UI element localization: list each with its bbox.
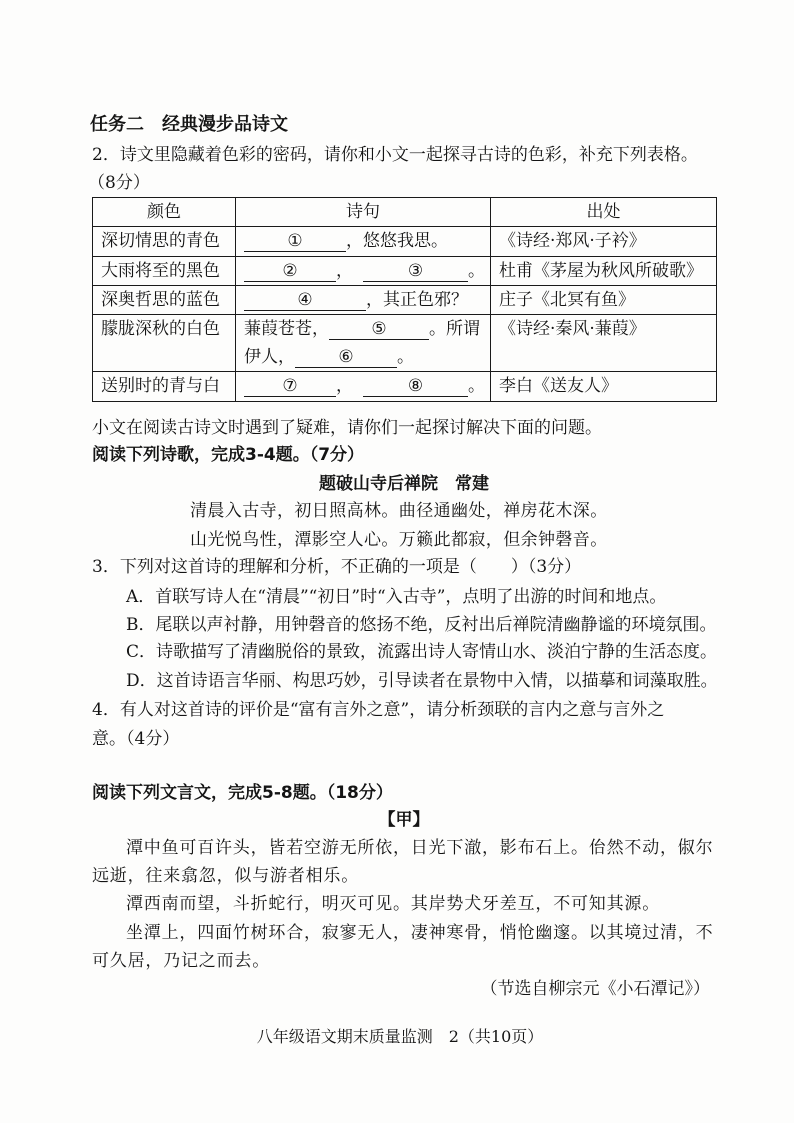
section-title: 任务二 经典漫步品诗文 bbox=[90, 114, 288, 135]
verse-cell bbox=[236, 286, 491, 315]
header-source: 出处 bbox=[491, 198, 717, 227]
color-cell: 深奥哲思的蓝色 bbox=[93, 286, 236, 315]
color-cell: 朦胧深秋的白色 bbox=[93, 315, 236, 372]
passage-line: 潭中鱼可百许头，皆若空游无所依，日光下澈，影布石上。佁然不动，俶尔 bbox=[126, 838, 714, 858]
header-verse: 诗句 bbox=[236, 198, 491, 227]
verse-text: 。 bbox=[468, 376, 485, 396]
fill-blank: ① bbox=[244, 231, 346, 252]
fill-blank: ⑦ bbox=[244, 376, 336, 397]
poem-title: 题破山寺后禅院 bbox=[319, 474, 438, 494]
color-cell: 送别时的青与白 bbox=[93, 372, 236, 402]
verse-line bbox=[244, 315, 487, 343]
table-row bbox=[93, 315, 717, 372]
table-row bbox=[93, 286, 717, 315]
passage-citation: （节选自柳宗元《小石潭记》） bbox=[480, 979, 710, 999]
poem-title-line bbox=[92, 475, 716, 493]
poem-author: 常建 bbox=[455, 474, 489, 494]
q3-stem: 3．下列对这首诗的理解和分析，不正确的一项是（ ）（3分） bbox=[92, 557, 582, 577]
q3-option-b: B．尾联以声衬静，用钟磬音的悠扬不绝，反衬出后禅院清幽静谧的环境氛围。 bbox=[126, 615, 717, 635]
poem-color-table bbox=[92, 197, 717, 402]
passage-line: 远逝，往来翕忽，似与游者相乐。 bbox=[92, 866, 359, 886]
passage-line: 潭西南而望，斗折蛇行，明灭可见。其岸势犬牙差互，不可知其源。 bbox=[126, 894, 660, 914]
footer-title: 八年级语文期末质量监测 bbox=[256, 1027, 433, 1046]
page-footer bbox=[0, 1028, 794, 1046]
q2-score: （8分） bbox=[88, 173, 150, 193]
verse-text: 伊人， bbox=[244, 347, 295, 367]
table-header-row bbox=[93, 198, 717, 227]
verse-cell bbox=[236, 372, 491, 402]
verse-cell bbox=[236, 257, 491, 286]
verse-text: 。 bbox=[397, 347, 414, 367]
poem-line: 清晨入古寺，初日照高林。曲径通幽处，禅房花木深。 bbox=[190, 501, 608, 521]
color-cell: 大雨将至的黑色 bbox=[93, 257, 236, 286]
table-row bbox=[93, 227, 717, 257]
header-color: 颜色 bbox=[93, 198, 236, 227]
verse-text: ，其正色邪？ bbox=[366, 290, 468, 310]
poem-line: 山光悦鸟性，潭影空人心。万籁此都寂，但余钟磬音。 bbox=[190, 530, 608, 550]
fill-blank: ⑤ bbox=[329, 319, 429, 340]
q3-option-d: D．这首诗语言华丽、构思巧妙，引导读者在景物中入情，以描摹和词藻取胜。 bbox=[126, 671, 718, 691]
fill-blank: ④ bbox=[244, 290, 366, 311]
fill-blank: ② bbox=[244, 261, 336, 282]
source-cell: 《诗经·郑风·子衿》 bbox=[491, 227, 717, 257]
verse-text: ， bbox=[336, 376, 353, 396]
q4-stem-line: 4．有人对这首诗的评价是“富有言外之意”，请分析颈联的言内之意与言外之 bbox=[92, 700, 665, 720]
verse-text: 蒹葭苍苍， bbox=[244, 319, 329, 339]
page-number: 2（共10页） bbox=[448, 1027, 544, 1046]
source-cell: 庄子《北冥有鱼》 bbox=[491, 286, 717, 315]
intro-text: 小文在阅读古诗文时遇到了疑难，请你们一起探讨解决下面的问题。 bbox=[92, 418, 602, 438]
prose-section-heading: 阅读下列文言文，完成5-8题。（18分） bbox=[92, 783, 393, 803]
q4-stem-line: 意。（4分） bbox=[92, 729, 180, 749]
source-cell: 《诗经·秦风·蒹葭》 bbox=[491, 315, 717, 372]
verse-line bbox=[244, 343, 487, 371]
q3-option-a: A．首联写诗人在“清晨”“初日”时“入古寺”，点明了出游的时间和地点。 bbox=[126, 587, 667, 607]
verse-text: ， bbox=[336, 261, 353, 281]
verse-text: 。所谓 bbox=[429, 319, 480, 339]
verse-cell bbox=[236, 315, 491, 372]
passage-label: 【甲】 bbox=[378, 810, 430, 830]
passage-line: 坐潭上，四面竹树环合，寂寥无人，凄神寒骨，悄怆幽邃。以其境过清，不 bbox=[126, 923, 714, 943]
source-cell: 李白《送友人》 bbox=[491, 372, 717, 402]
q2-stem: 2．诗文里隐藏着色彩的密码，请你和小文一起探寻古诗的色彩，补充下列表格。 bbox=[92, 145, 698, 165]
verse-text: ，悠悠我思。 bbox=[346, 231, 448, 251]
source-cell: 杜甫《茅屋为秋风所破歌》 bbox=[491, 257, 717, 286]
q3-option-c: C．诗歌描写了清幽脱俗的景致，流露出诗人寄情山水、淡泊宁静的生活态度。 bbox=[126, 642, 718, 662]
verse-text: 。 bbox=[468, 261, 485, 281]
color-cell: 深切情思的青色 bbox=[93, 227, 236, 257]
table-row bbox=[93, 257, 717, 286]
fill-blank: ⑧ bbox=[363, 376, 468, 397]
passage-line: 可久居，乃记之而去。 bbox=[92, 951, 270, 971]
fill-blank: ⑥ bbox=[295, 347, 397, 368]
poem-section-heading: 阅读下列诗歌，完成3-4题。（7分） bbox=[92, 445, 365, 465]
verse-cell bbox=[236, 227, 491, 257]
fill-blank: ③ bbox=[363, 261, 468, 282]
table-row bbox=[93, 372, 717, 402]
